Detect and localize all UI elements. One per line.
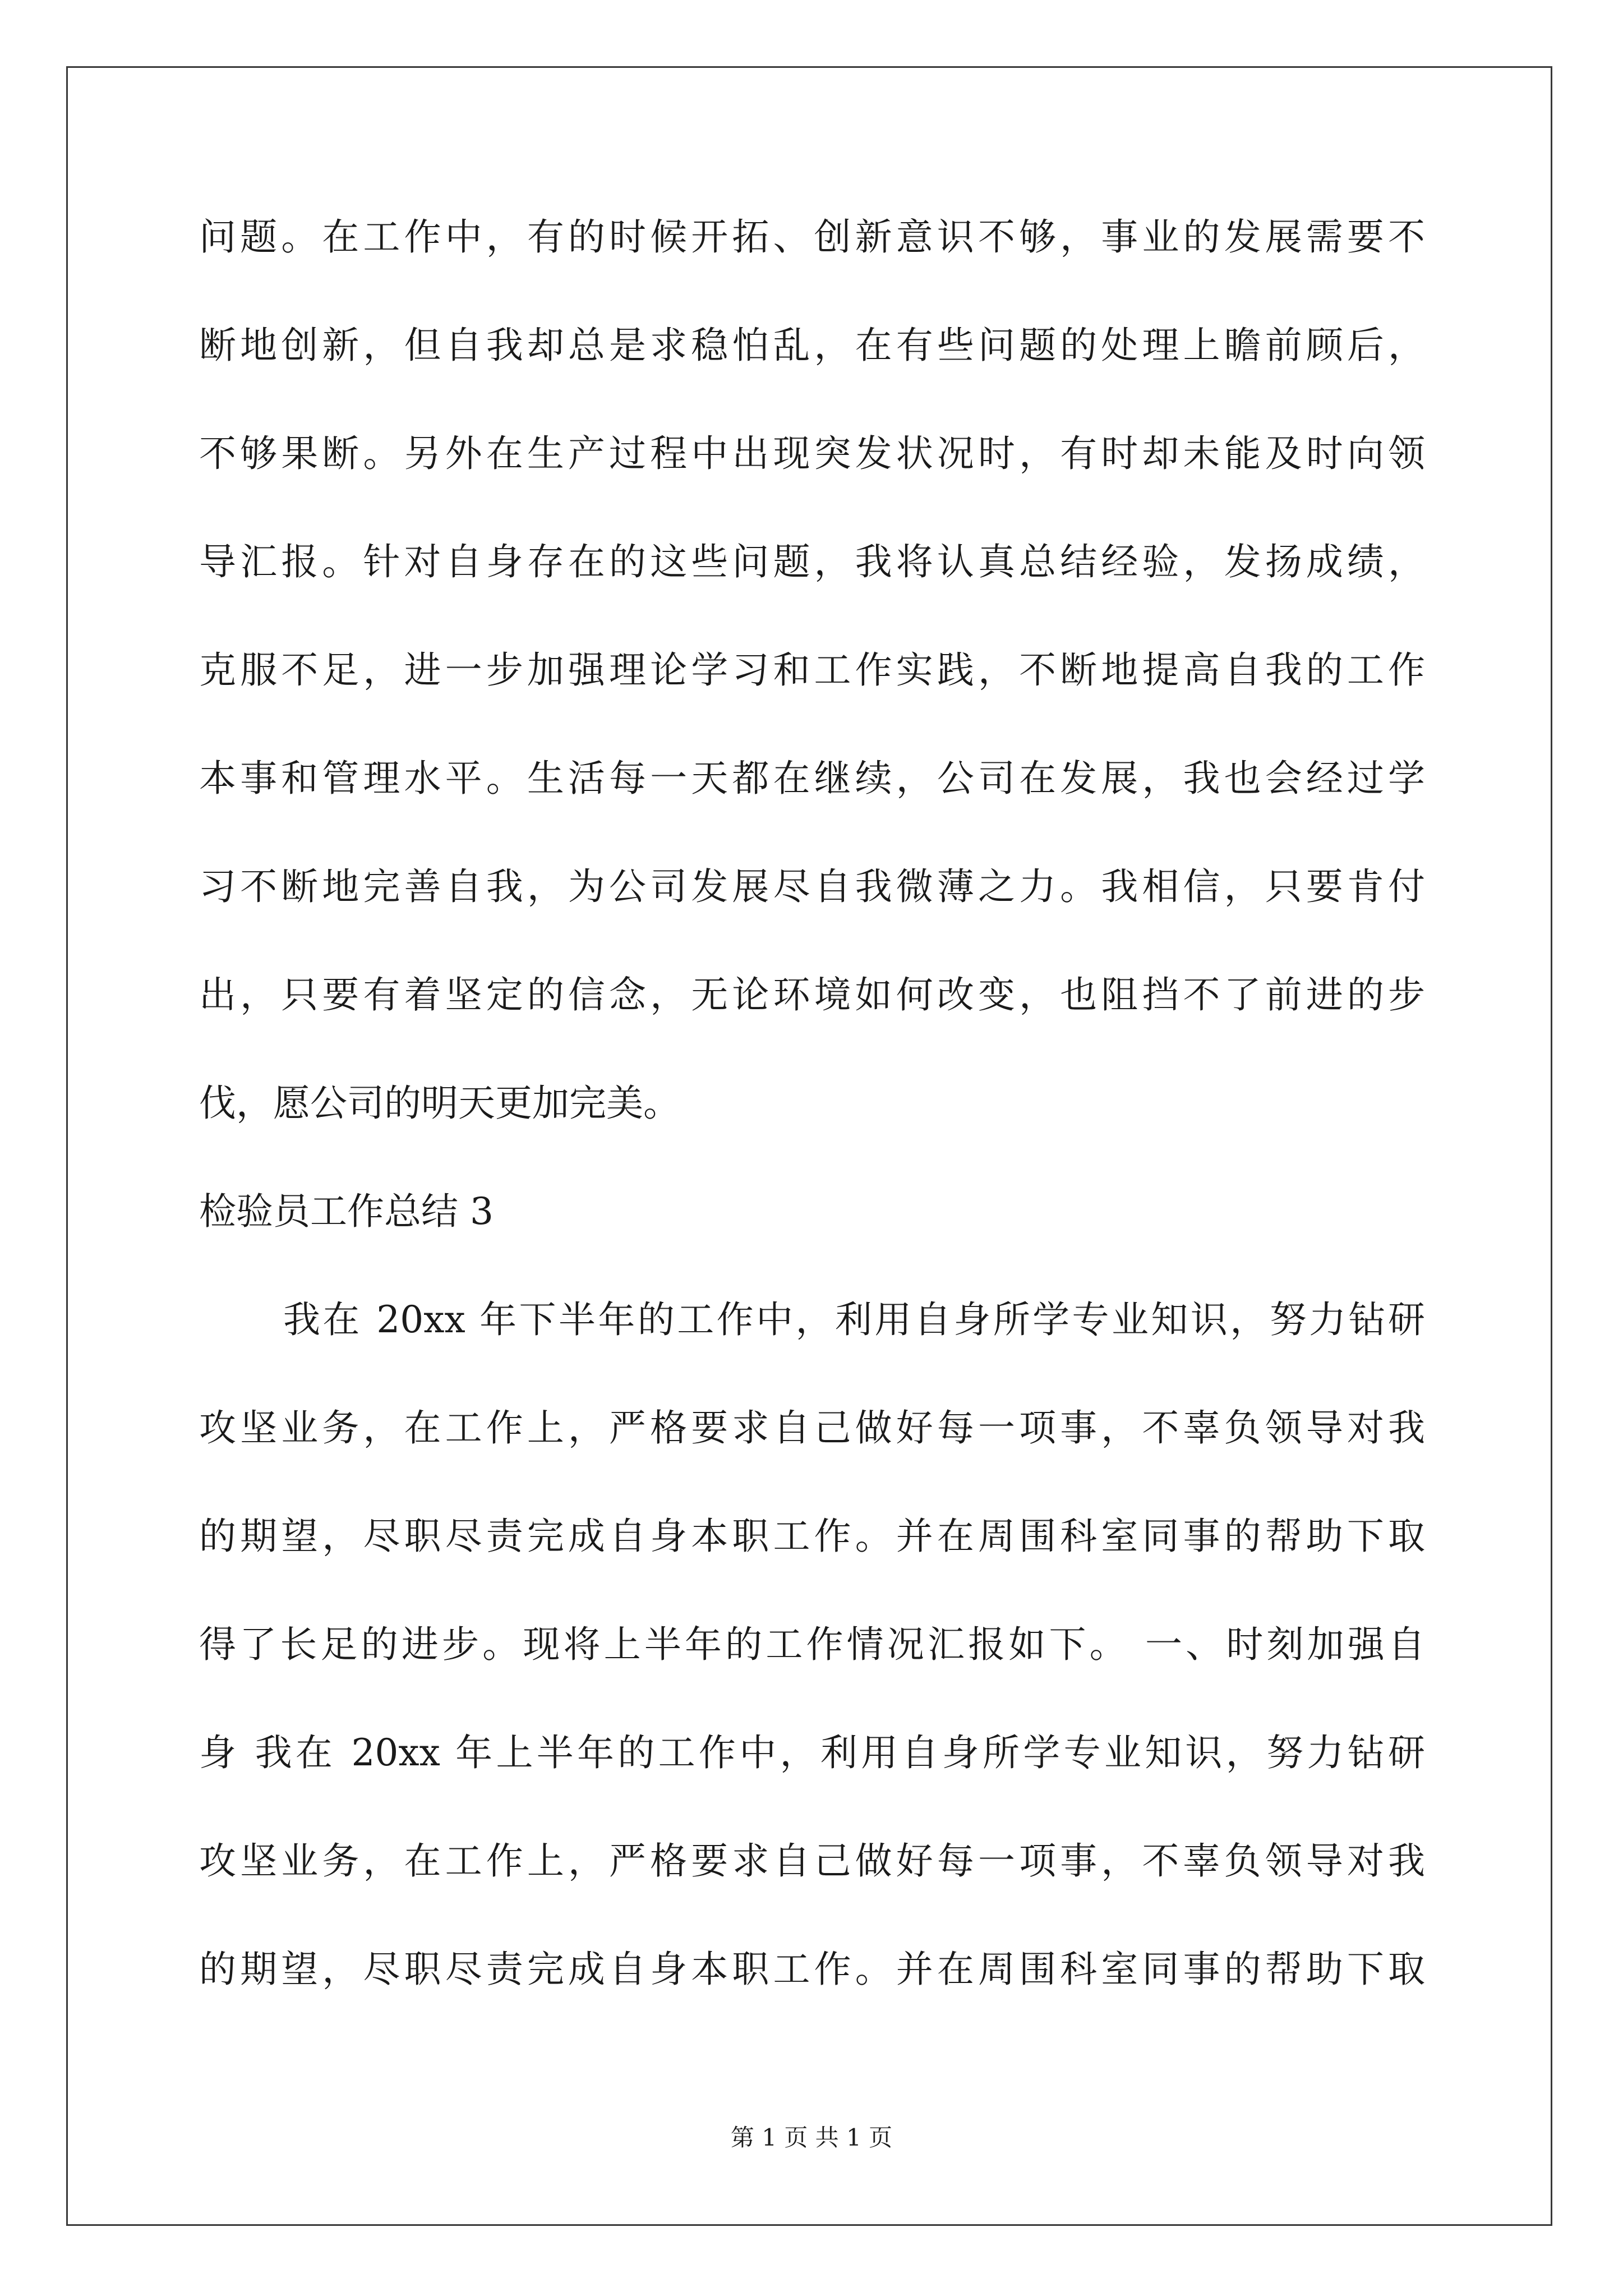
paragraph-line: 伐，愿公司的明天更加完美。 (199, 1082, 680, 1125)
paragraph-line: 得了长足的进步。现将上半年的工作情况汇报如下。 一、时刻加强自 (199, 1623, 1425, 1666)
paragraph-line: 克服不足，进一步加强理论学习和工作实践，不断地提高自我的工作 (199, 648, 1425, 692)
paragraph-line: 本事和管理水平。生活每一天都在继续，公司在发展，我也会经过学 (199, 757, 1425, 800)
paragraph-line: 断地创新，但自我却总是求稳怕乱，在有些问题的处理上瞻前顾后， (199, 324, 1425, 367)
paragraph-line: 问题。在工作中，有的时候开拓、创新意识不够，事业的发展需要不 (199, 215, 1425, 259)
paragraph-line: 我在 20xx 年下半年的工作中，利用自身所学专业知识，努力钻研 (283, 1298, 1425, 1341)
paragraph-line: 出，只要有着坚定的信念，无论环境如何改变，也阻挡不了前进的步 (199, 973, 1425, 1016)
paragraph-line: 攻坚业务，在工作上，严格要求自己做好每一项事，不辜负领导对我 (199, 1839, 1425, 1883)
section-heading: 检验员工作总结 3 (199, 1190, 494, 1233)
paragraph-line: 的期望，尽职尽责完成自身本职工作。并在周围科室同事的帮助下取 (199, 1515, 1425, 1558)
paragraph-line: 身 我在 20xx 年上半年的工作中，利用自身所学专业知识，努力钻研 (199, 1731, 1425, 1774)
paragraph-line: 攻坚业务，在工作上，严格要求自己做好每一项事，不辜负领导对我 (199, 1406, 1425, 1450)
page-number-footer: 第 1 页 共 1 页 (730, 2124, 893, 2151)
paragraph-line: 不够果断。另外在生产过程中出现突发状况时，有时却未能及时向领 (199, 432, 1425, 475)
paragraph-line: 习不断地完善自我，为公司发展尽自我微薄之力。我相信，只要肯付 (199, 865, 1425, 908)
paragraph-line: 导汇报。针对自身存在的这些问题，我将认真总结经验，发扬成绩， (199, 540, 1425, 583)
document-body (199, 215, 1425, 2059)
paragraph-line: 的期望，尽职尽责完成自身本职工作。并在周围科室同事的帮助下取 (199, 1948, 1425, 1991)
